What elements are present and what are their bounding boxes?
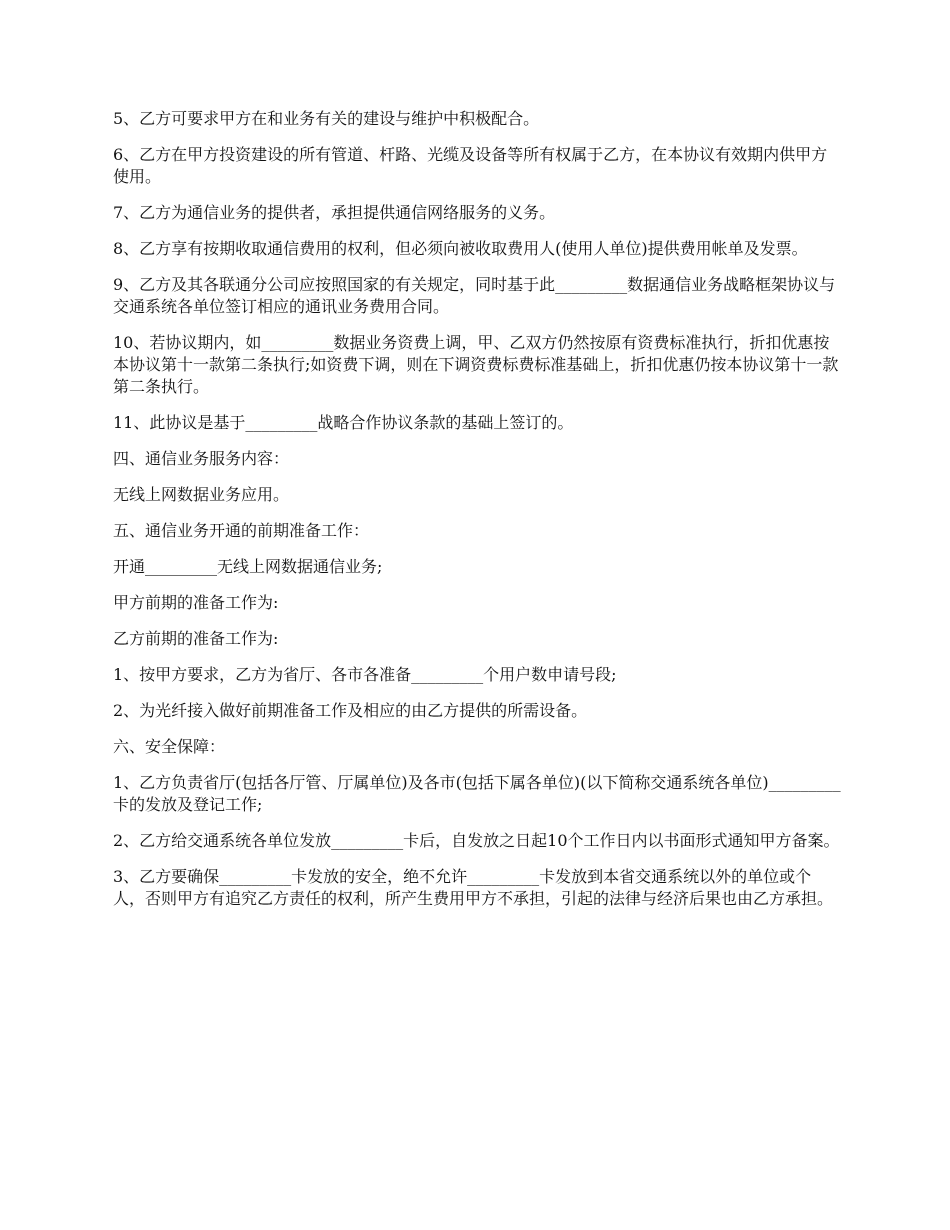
paragraph-prep-item-2: 2、为光纤接入做好前期准备工作及相应的由乙方提供的所需设备。 [113, 701, 588, 720]
paragraph-clause-10: 10、若协议期内，如_________数据业务资费上调，甲、乙双方仍然按原有资费标准执行，折扣优惠按本协议第十一款第二条执行;如资费下调，则在下调资费标费标准基础上，折扣优惠仍按本协议第十一款第二条执行。 [113, 333, 839, 396]
document-body [113, 108, 841, 924]
paragraph-clause-6: 6、乙方在甲方投资建设的所有管道、杆路、光缆及设备等所有权属于乙方，在本协议有效期内供甲方使用。 [113, 145, 828, 186]
paragraph-security-item-2: 2、乙方给交通系统各单位发放_________卡后，自发放之日起10个工作日内以书面形式通知甲方备案。 [113, 831, 840, 850]
paragraph-party-b-preparation: 乙方前期的准备工作为: [113, 629, 279, 648]
paragraph-security-item-3: 3、乙方要确保_________卡发放的安全，绝不允许_________卡发放到本省交通系统以外的单位或个人，否则甲方有追究乙方责任的权利，所产生费用甲方不承担，引起的法律与经济后果也由乙方承担。 [113, 867, 834, 908]
paragraph-clause-9: 9、乙方及其各联通分公司应按照国家的有关规定，同时基于此_________数据通信业务战略框架协议与交通系统各单位签订相应的通讯业务费用合同。 [113, 275, 836, 316]
paragraph-party-a-preparation: 甲方前期的准备工作为: [113, 593, 279, 612]
paragraph-prep-item-1: 1、按甲方要求，乙方为省厅、各市各准备_________个用户数申请号段; [113, 665, 617, 684]
paragraph-clause-11: 11、此协议是基于_________战略合作协议条款的基础上签订的。 [113, 413, 574, 432]
paragraph-security-item-1: 1、乙方负责省厅(包括各厅管、厅属单位)及各市(包括下属各单位)(以下简称交通系统各单位)_________卡的发放及登记工作; [113, 773, 841, 814]
paragraph-activation: 开通_________无线上网数据通信业务; [113, 557, 383, 576]
paragraph-service-description: 无线上网数据业务应用。 [113, 485, 290, 504]
section-heading-service-content: 四、通信业务服务内容： [113, 449, 290, 468]
paragraph-clause-5: 5、乙方可要求甲方在和业务有关的建设与维护中积极配合。 [113, 109, 540, 128]
section-heading-security: 六、安全保障： [113, 737, 226, 756]
paragraph-clause-7: 7、乙方为通信业务的提供者，承担提供通信网络服务的义务。 [113, 203, 556, 222]
section-heading-preparation: 五、通信业务开通的前期准备工作： [113, 521, 370, 540]
paragraph-clause-8: 8、乙方享有按期收取通信费用的权利，但必须向被收取费用人(使用人单位)提供费用帐单及发票。 [113, 239, 808, 258]
